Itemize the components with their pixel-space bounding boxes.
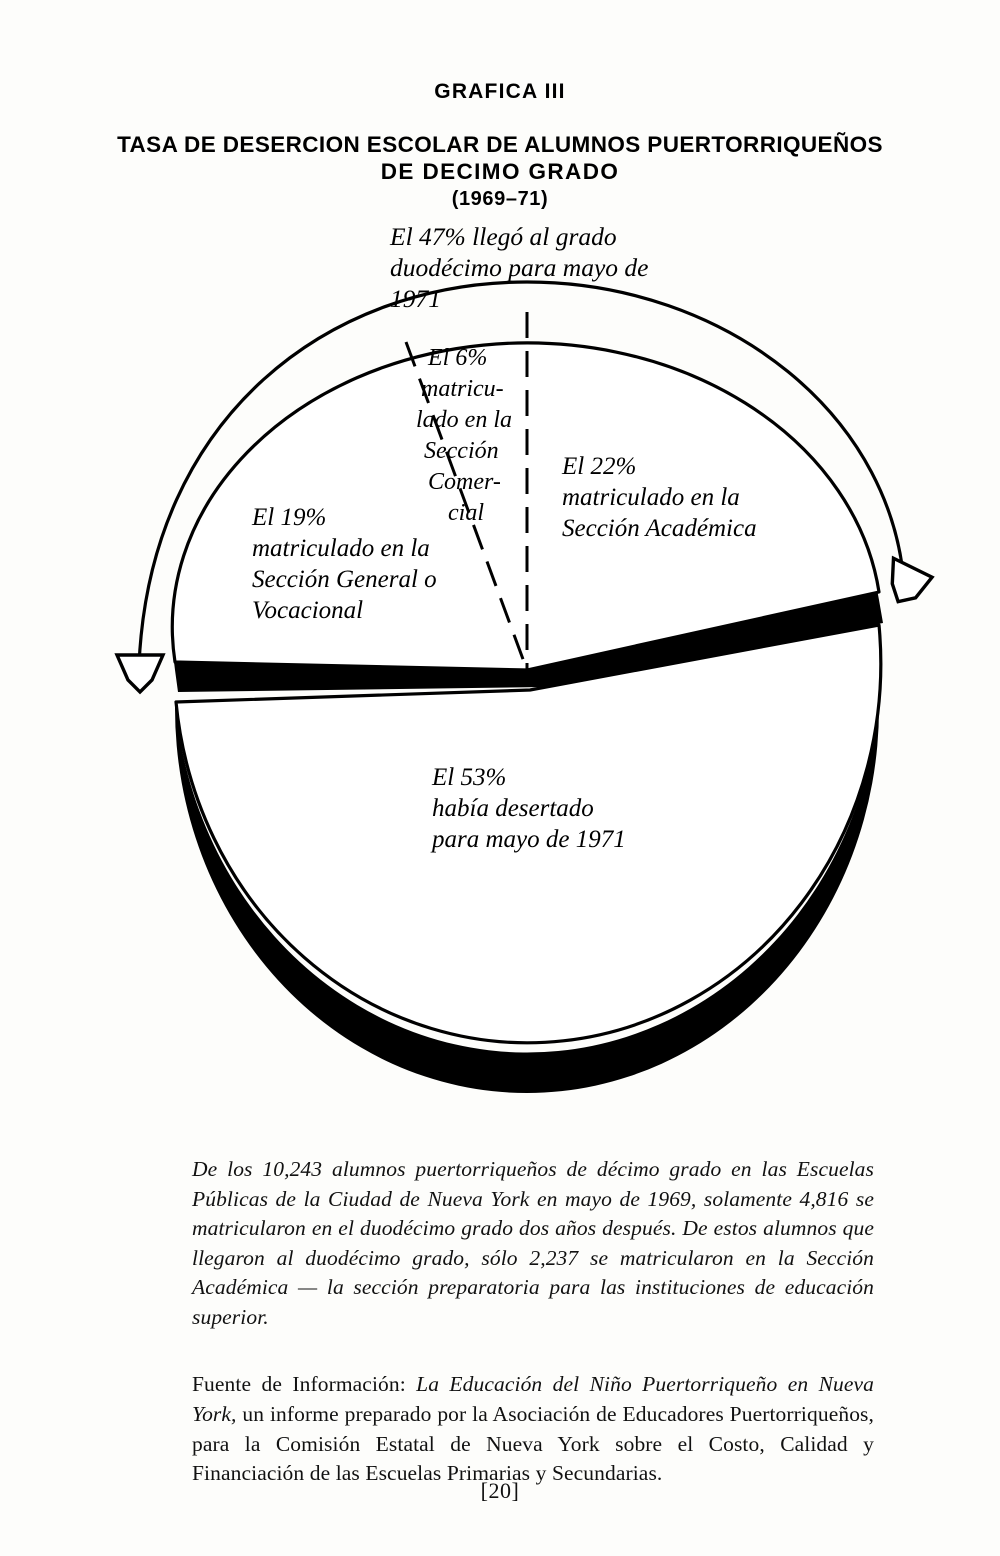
label-53-line-1: El 53% — [432, 764, 507, 791]
label-6-line-1: El 6% — [428, 345, 488, 371]
label-19-line-1: El 19% — [252, 504, 327, 531]
source-paragraph — [192, 1370, 874, 1489]
label-19-line-2: matriculado en la — [252, 535, 430, 562]
source-title: La Educación del Niño Puertorriqueño en Nueva York, — [192, 1372, 874, 1426]
label-19-line-4: Vocacional — [252, 597, 364, 624]
chart-title-line-1: TASA DE DESERCION ESCOLAR DE ALUMNOS PUERTORRIQUEÑOS — [117, 132, 883, 157]
label-6-line-6: cial — [448, 500, 484, 526]
pie-chart — [0, 200, 1000, 1120]
pie-top-half-47 — [172, 312, 883, 692]
source-rest: un informe preparado por la Asociación de Educadores Puertorriqueños, para la Comisión Estatal de Nueva York sobre el Costo, Calidad y Financiación de las Escuelas Primarias y Secundarias. — [192, 1401, 874, 1486]
label-22-line-1: El 22% — [562, 453, 637, 480]
chart-title-years: (1969–71) — [451, 188, 549, 210]
label-19-line-3: Sección General o — [252, 566, 437, 593]
annotation-47-line-1: El 47% llegó al grado — [390, 222, 617, 251]
annotation-reached-twelfth-grade — [389, 222, 649, 313]
arrowhead-left-icon — [117, 655, 163, 692]
pie-bottom-half-53 — [175, 625, 881, 1093]
figure-label: GRAFICA III — [434, 80, 566, 103]
chart-title-line-2: DE DECIMO GRADO — [380, 159, 620, 184]
label-6-line-4: Sección — [424, 438, 499, 464]
annotation-47-line-2: duodécimo para mayo de — [390, 253, 649, 282]
page-number: [20] — [480, 1478, 520, 1503]
label-53-line-2: había desertado — [432, 795, 594, 822]
label-53-line-3: para mayo de 1971 — [432, 826, 626, 853]
label-22-line-2: matriculado en la — [562, 484, 740, 511]
source-prefix: Fuente de Información: — [192, 1372, 417, 1396]
label-22-line-3: Sección Académica — [562, 515, 757, 542]
label-6-line-5: Comer- — [428, 469, 501, 495]
summary-paragraph: De los 10,243 alumnos puertorriqueños de décimo grado en las Escuelas Públicas de la Ciudad de Nueva York en mayo de 1969, solamente 4,816 se matricularon en el duodécimo grado dos años después. De estos alumnos que llegaron al duodécimo grado, sólo 2,237 se matricularon en la Sección Académica — la sección preparatoria para las instituciones de educación superior. — [192, 1157, 874, 1329]
label-6-line-3: lado en la — [416, 407, 512, 433]
body-text-block — [192, 1155, 874, 1489]
annotation-47-line-3: 1971 — [390, 284, 441, 313]
arrowhead-right-icon — [884, 558, 935, 608]
label-6-line-2: matricu- — [421, 376, 504, 402]
